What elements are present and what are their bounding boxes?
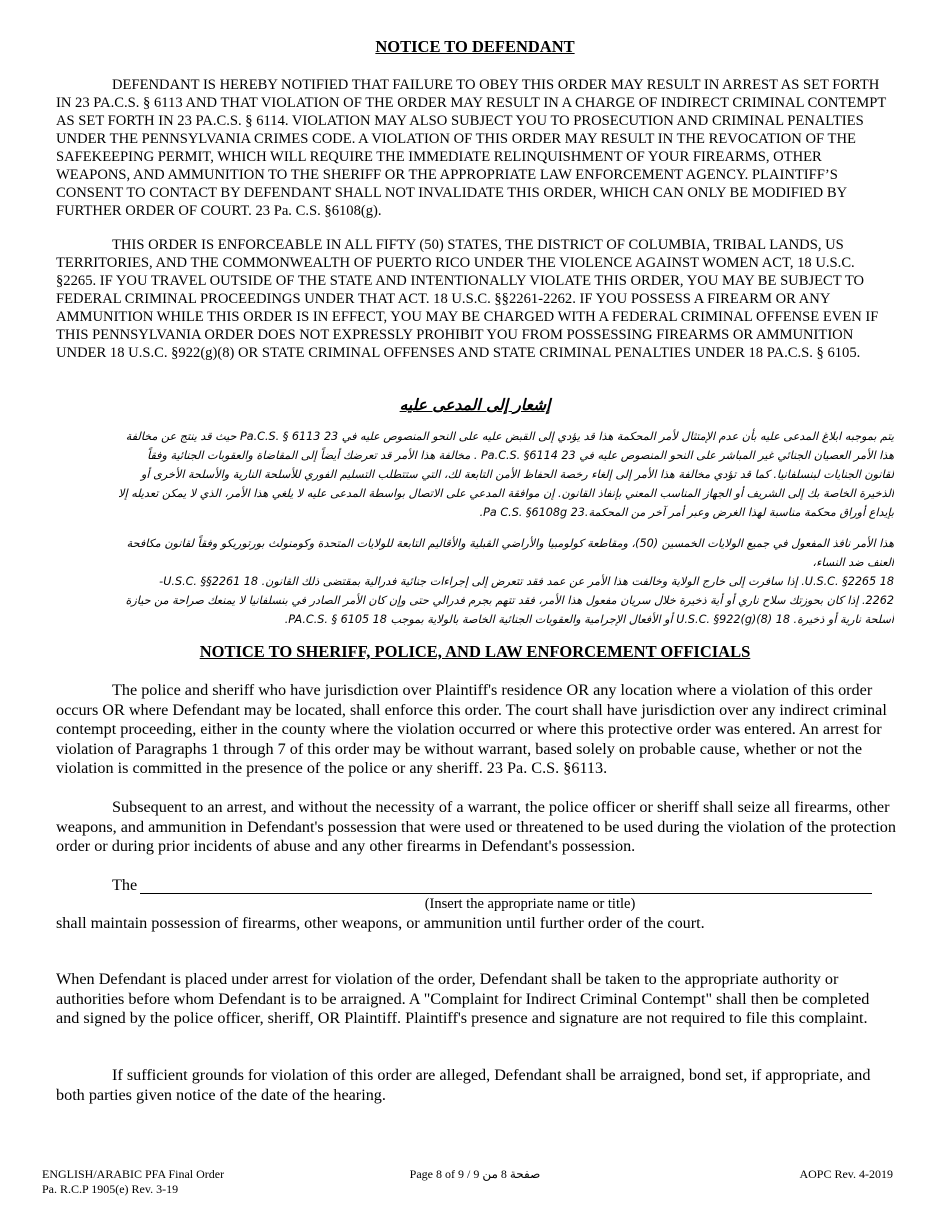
notice-sheriff-paragraph-2: Subsequent to an arrest, and without the necessity of a warrant, the police officer or sheriff shall seize all firearms, other weapons, and ammunition in Defendant's possession that were used or threatened to be used during the violation of the protection order or during prior incidents of abuse and any other firearms in Defendant's possession. xyxy=(56,798,896,856)
arabic-line: لقانون الجنايات لبنسلفانيا. كما قد تؤدي مخالفة هذا الأمر إلى إلغاء رخصة الحفاظ الأمن التابعة لك، التي ستتطلب التسليم الفوري للأسلحة النارية والأسلحة الأخرى أو xyxy=(141,468,894,481)
notice-defendant-paragraph-2: THIS ORDER IS ENFORCEABLE IN ALL FIFTY (50) STATES, THE DISTRICT OF COLUMBIA, TRIBAL LANDS, US TERRITORIES, AND THE COMMONWEALTH OF PUERTO RICO UNDER THE VIOLENCE AGAINST WOMEN ACT, 18 U.S.C. §2265. IF YOU TRAVEL OUTSIDE OF THE STATE AND INTENTIONALLY VIOLATE THIS ORDER, YOU MAY BE SUBJECT TO FEDERAL CRIMINAL PROCEEDINGS UNDER THAT ACT. 18 U.S.C. §§2261-2262. IF YOU POSSESS A FIREARM OR ANY AMMUNITION WHILE THIS ORDER IS IN EFFECT, YOU MAY BE CHARGED WITH A FEDERAL CRIMINAL OFFENSE EVEN IF THIS PENNSYLVANIA ORDER DOES NOT EXPRESSLY PROHIBIT YOU FROM POSSESSING FIREARMS OR AMMUNITION UNDER 18 U.S.C. §922(g)(8) OR STATE CRIMINAL OFFENSES AND STATE CRIMINAL PENALTIES UNDER 18 PA.C.S. § 6105. xyxy=(56,237,879,361)
arabic-line: 18 U.S.C. §2265. إذا سافرت إلى خارج الولاية وخالفت هذا الأمر عن عمد فقد تتعرض إلى إجراءات جنائية فدرالية بمقتضى ذلك القانون. 18 U.S.C. §§2261- xyxy=(159,575,894,588)
footer-form-name: ENGLISH/ARABIC PFA Final Order xyxy=(42,1167,225,1181)
arabic-notice-title: إشعار إلى المدعى عليه xyxy=(399,396,551,414)
notice-sheriff-paragraph-1: The police and sheriff who have jurisdiction over Plaintiff's residence OR any location where a violation of this order occurs OR where Defendant may be located, shall enforce this order. The court shall have jurisdiction over any indirect criminal contempt proceeding, either in the county where the violation occurred or where this protective order was entered. An arrest for violation of Paragraphs 1 through 7 of this order may be without warrant, based solely on probable cause, whether or not the violation is committed in the presence of the police or any sheriff. 23 Pa. C.S. §6113. xyxy=(56,681,887,778)
notice-defendant-paragraph-1: DEFENDANT IS HEREBY NOTIFIED THAT FAILURE TO OBEY THIS ORDER MAY RESULT IN ARREST AS SET FORTH IN 23 PA.C.S. § 6113 AND THAT VIOLATION OF THE ORDER MAY RESULT IN A CHARGE OF INDIRECT CRIMINAL CONTEMPT AS SET FORTH IN 23 PA.C.S. § 6114. VIOLATION MAY ALSO SUBJECT YOU TO PROSECUTION AND CRIMINAL PENALTIES UNDER THE PENNSYLVANIA CRIMES CODE. A VIOLATION OF THIS ORDER MAY RESULT IN THE REVOCATION OF THE SAFEKEEPING PERMIT, WHICH WILL REQUIRE THE IMMEDIATE RELINQUISHMENT OF YOUR FIREARMS, OTHER WEAPONS, AND AMMUNITION TO THE SHERIFF OR THE APPROPRIATE LAW ENFORCEMENT AGENCY. PLAINTIFF’S CONSENT TO CONTACT BY DEFENDANT SHALL NOT INVALIDATE THIS ORDER, WHICH CAN ONLY BE MODIFIED BY FURTHER ORDER OF COURT. 23 Pa. C.S. §6108(g). xyxy=(56,77,887,219)
notice-to-defendant-title: NOTICE TO DEFENDANT xyxy=(375,37,575,56)
arabic-line: العنف ضد النساء، xyxy=(812,556,894,569)
arabic-line: هذا الأمر العصيان الجنائي غير المباشر على النحو المنصوص عليه في 23 Pa.C.S. §6114 . مخالفة هذا الأمر قد تعرضك أيضاً إلى المقاضاة والعقوبات الجنائية وفقاً xyxy=(147,449,894,462)
authority-name-blank-line[interactable] xyxy=(140,893,872,894)
notice-sheriff-paragraph-4: If sufficient grounds for violation of this order are alleged, Defendant shall be arraigned, bond set, if appropriate, and both parties given notice of the date of the hearing. xyxy=(56,1066,871,1104)
arabic-notice-paragraph-1 xyxy=(56,427,894,522)
arabic-line: يتم بموجبه ابلاغ المدعى عليه بأن عدم الإمتثال لأمر المحكمة هذا قد يؤدي إلى القبض عليه على النحو المنصوص عليه في 23 Pa.C.S. § 6113 حيث قد ينتج عن مخالفة xyxy=(125,430,894,443)
arabic-line: الذخيرة الخاصة بك إلى الشريف أو الجهاز المناسب المعني بإنفاذ القانون. إن موافقة المدعي على الاتصال بواسطة المدعى عليه لا يلغي هذا الأمر، الذي لا يمكن تعديله إلا xyxy=(118,487,894,500)
arabic-line: 2262. إذا كان بحوزتك سلاح ناري أو أية ذخيرة خلال سريان مفعول هذا الأمر، فقد تتهم بجرم فدرالي حتى وإن كان الأمر الصادر في بنسلفانيا لا يمنعك صراحة من حيازة xyxy=(125,594,894,607)
arabic-line: بإيداع أوراق محكمة مناسبة لهذا الغرض وعبر أمر آخر من المحكمة.23 Pa C.S. §6108g. xyxy=(479,506,894,519)
insert-hint: (Insert the appropriate name or title) xyxy=(424,896,636,912)
possession-line: shall maintain possession of firearms, other weapons, or ammunition until further order of the court. xyxy=(56,914,705,932)
arabic-line: أسلحة نارية أو ذخيرة. 18 U.S.C. §922(g)(8) أو الأفعال الإجرامية والعقوبات الجنائية الخاصة بالولاية بموجب 18 PA.C.S. § 6105. xyxy=(284,613,894,626)
notice-to-sheriff-title: NOTICE TO SHERIFF, POLICE, AND LAW ENFORCEMENT OFFICIALS xyxy=(199,642,751,661)
arabic-line: هذا الأمر نافذ المفعول في جميع الولايات الخمسين (50)، ومقاطعة كولومبيا والأراضي القبلية والأقاليم التابعة للولايات المتحدة وكومنولث بورتوريكو وفقاً لقانون مكافحة xyxy=(126,537,894,550)
footer-revision: AOPC Rev. 4-2019 xyxy=(799,1167,893,1181)
arabic-notice-paragraph-2 xyxy=(56,534,894,629)
footer-rule: Pa. R.C.P 1905(e) Rev. 3-19 xyxy=(42,1182,179,1196)
the-label: The xyxy=(112,876,138,894)
footer-page-number: Page 8 of 9 / 9 صفحة 8 من xyxy=(409,1167,541,1181)
notice-sheriff-paragraph-3: When Defendant is placed under arrest for violation of the order, Defendant shall be taken to the appropriate authority or authorities before whom Defendant is to be arraigned. A "Complaint for Indirect Criminal Contempt" shall then be completed and signed by the police officer, sheriff, OR Plaintiff. Plaintiff's presence and signature are not required to file this complaint. xyxy=(56,970,870,1028)
